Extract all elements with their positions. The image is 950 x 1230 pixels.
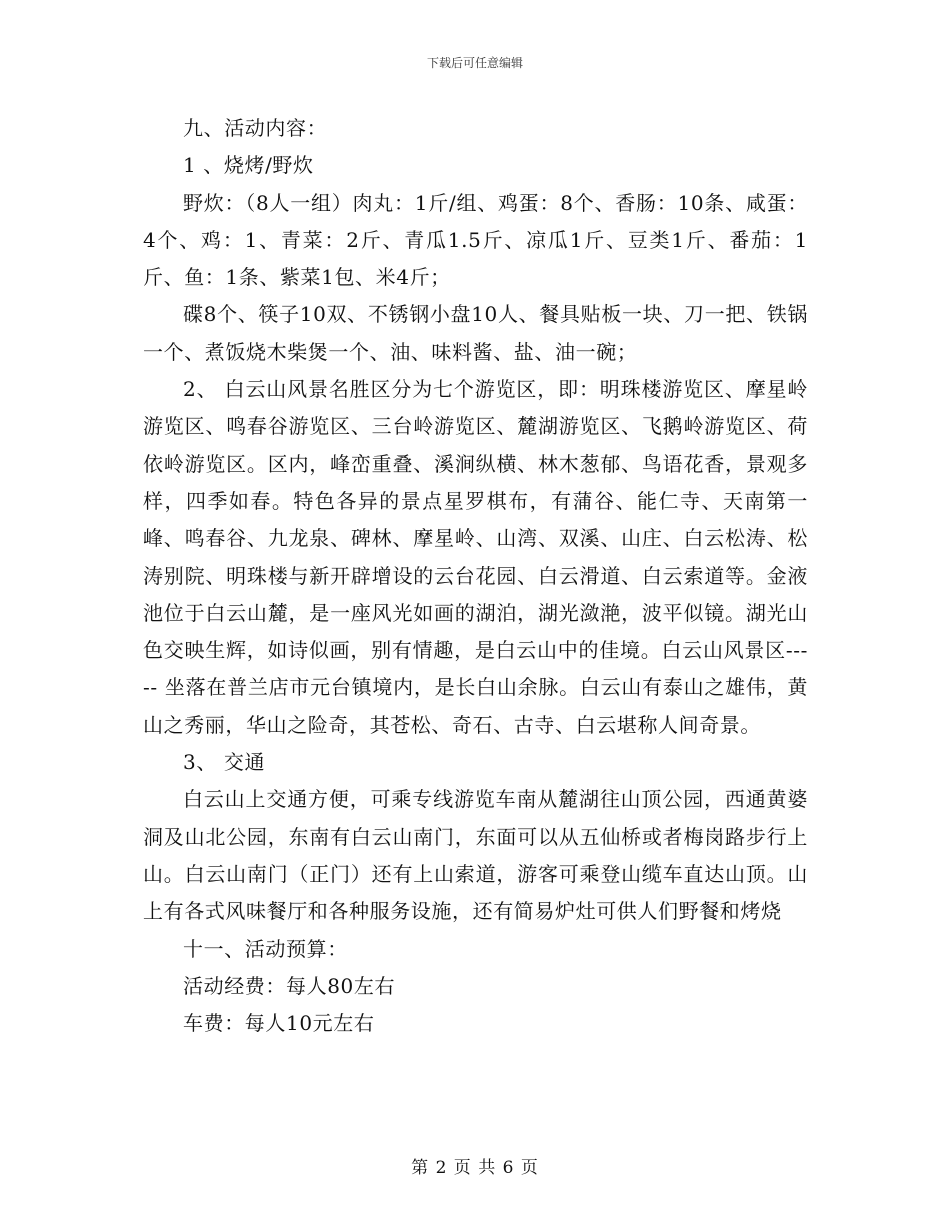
page-number: 第 2 页 共 6 页	[411, 1158, 539, 1178]
paragraph-activity-fee: 活动经费：每人80左右	[183, 973, 396, 998]
paragraph-bus-fee: 车费：每人10元左右	[183, 1011, 375, 1036]
document-body	[143, 110, 808, 1042]
section-heading-budget: 十一、活动预算：	[183, 936, 348, 961]
subheading-transport: 3、 交通	[183, 750, 266, 775]
section-heading-activity-content: 九、活动内容：	[183, 116, 328, 140]
paragraph-food-list: 野炊：（8人一组）肉丸：1斤/组、鸡蛋：8个、香肠：10条、咸蛋：4个、鸡：1、青菜：2斤、青瓜1.5斤、凉瓜1斤、豆类1斤、番茄：1斤、鱼：1条、紫菜1包、米4斤；	[143, 190, 808, 290]
paragraph-utensils-list: 碟8个、筷子10双、不锈钢小盘10人、餐具贴板一块、刀一把、铁锅一个、煮饭烧木柴煲一个、油、味料酱、盐、油一碗；	[143, 302, 808, 364]
page-header-note: 下载后可任意编辑	[426, 56, 523, 70]
paragraph-scenic-area: 2、 白云山风景名胜区分为七个游览区，即：明珠楼游览区、摩星岭游览区、鸣春谷游览区、三台岭游览区、麓湖游览区、飞鹅岭游览区、荷依岭游览区。区内，峰峦重叠、溪涧纵横、林木葱郁、鸟语花香，景观多样，四季如春。特色各异的景点星罗棋布，有蒲谷、能仁寺、天南第一峰、鸣春谷、九龙泉、碑林、摩星岭、山湾、双溪、山庄、白云松涛、松涛别院、明珠楼与新开辟增设的云台花园、白云滑道、白云索道等。金液池位于白云山麓，是一座风光如画的湖泊，湖光潋滟，波平似镜。湖光山色交映生辉，如诗似画，别有情趣，是白云山中的佳境。白云山风景区----- 坐落在普兰店市元台镇境内，是长白山余脉。白云山有泰山之雄伟，黄山之秀丽，华山之险奇，其苍松、奇石、古寺、白云堪称人间奇景。	[143, 377, 808, 737]
subheading-bbq: 1 、烧烤/野炊	[183, 153, 314, 178]
paragraph-transport: 白云山上交通方便，可乘专线游览车南从麓湖往山顶公园，西通黄婆洞及山北公园，东南有白云山南门，东面可以从五仙桥或者梅岗路步行上山。白云山南门（正门）还有上山索道，游客可乘登山缆车直达山顶。山上有各式风味餐厅和各种服务设施，还有简易炉灶可供人们野餐和烤烧	[143, 787, 808, 924]
